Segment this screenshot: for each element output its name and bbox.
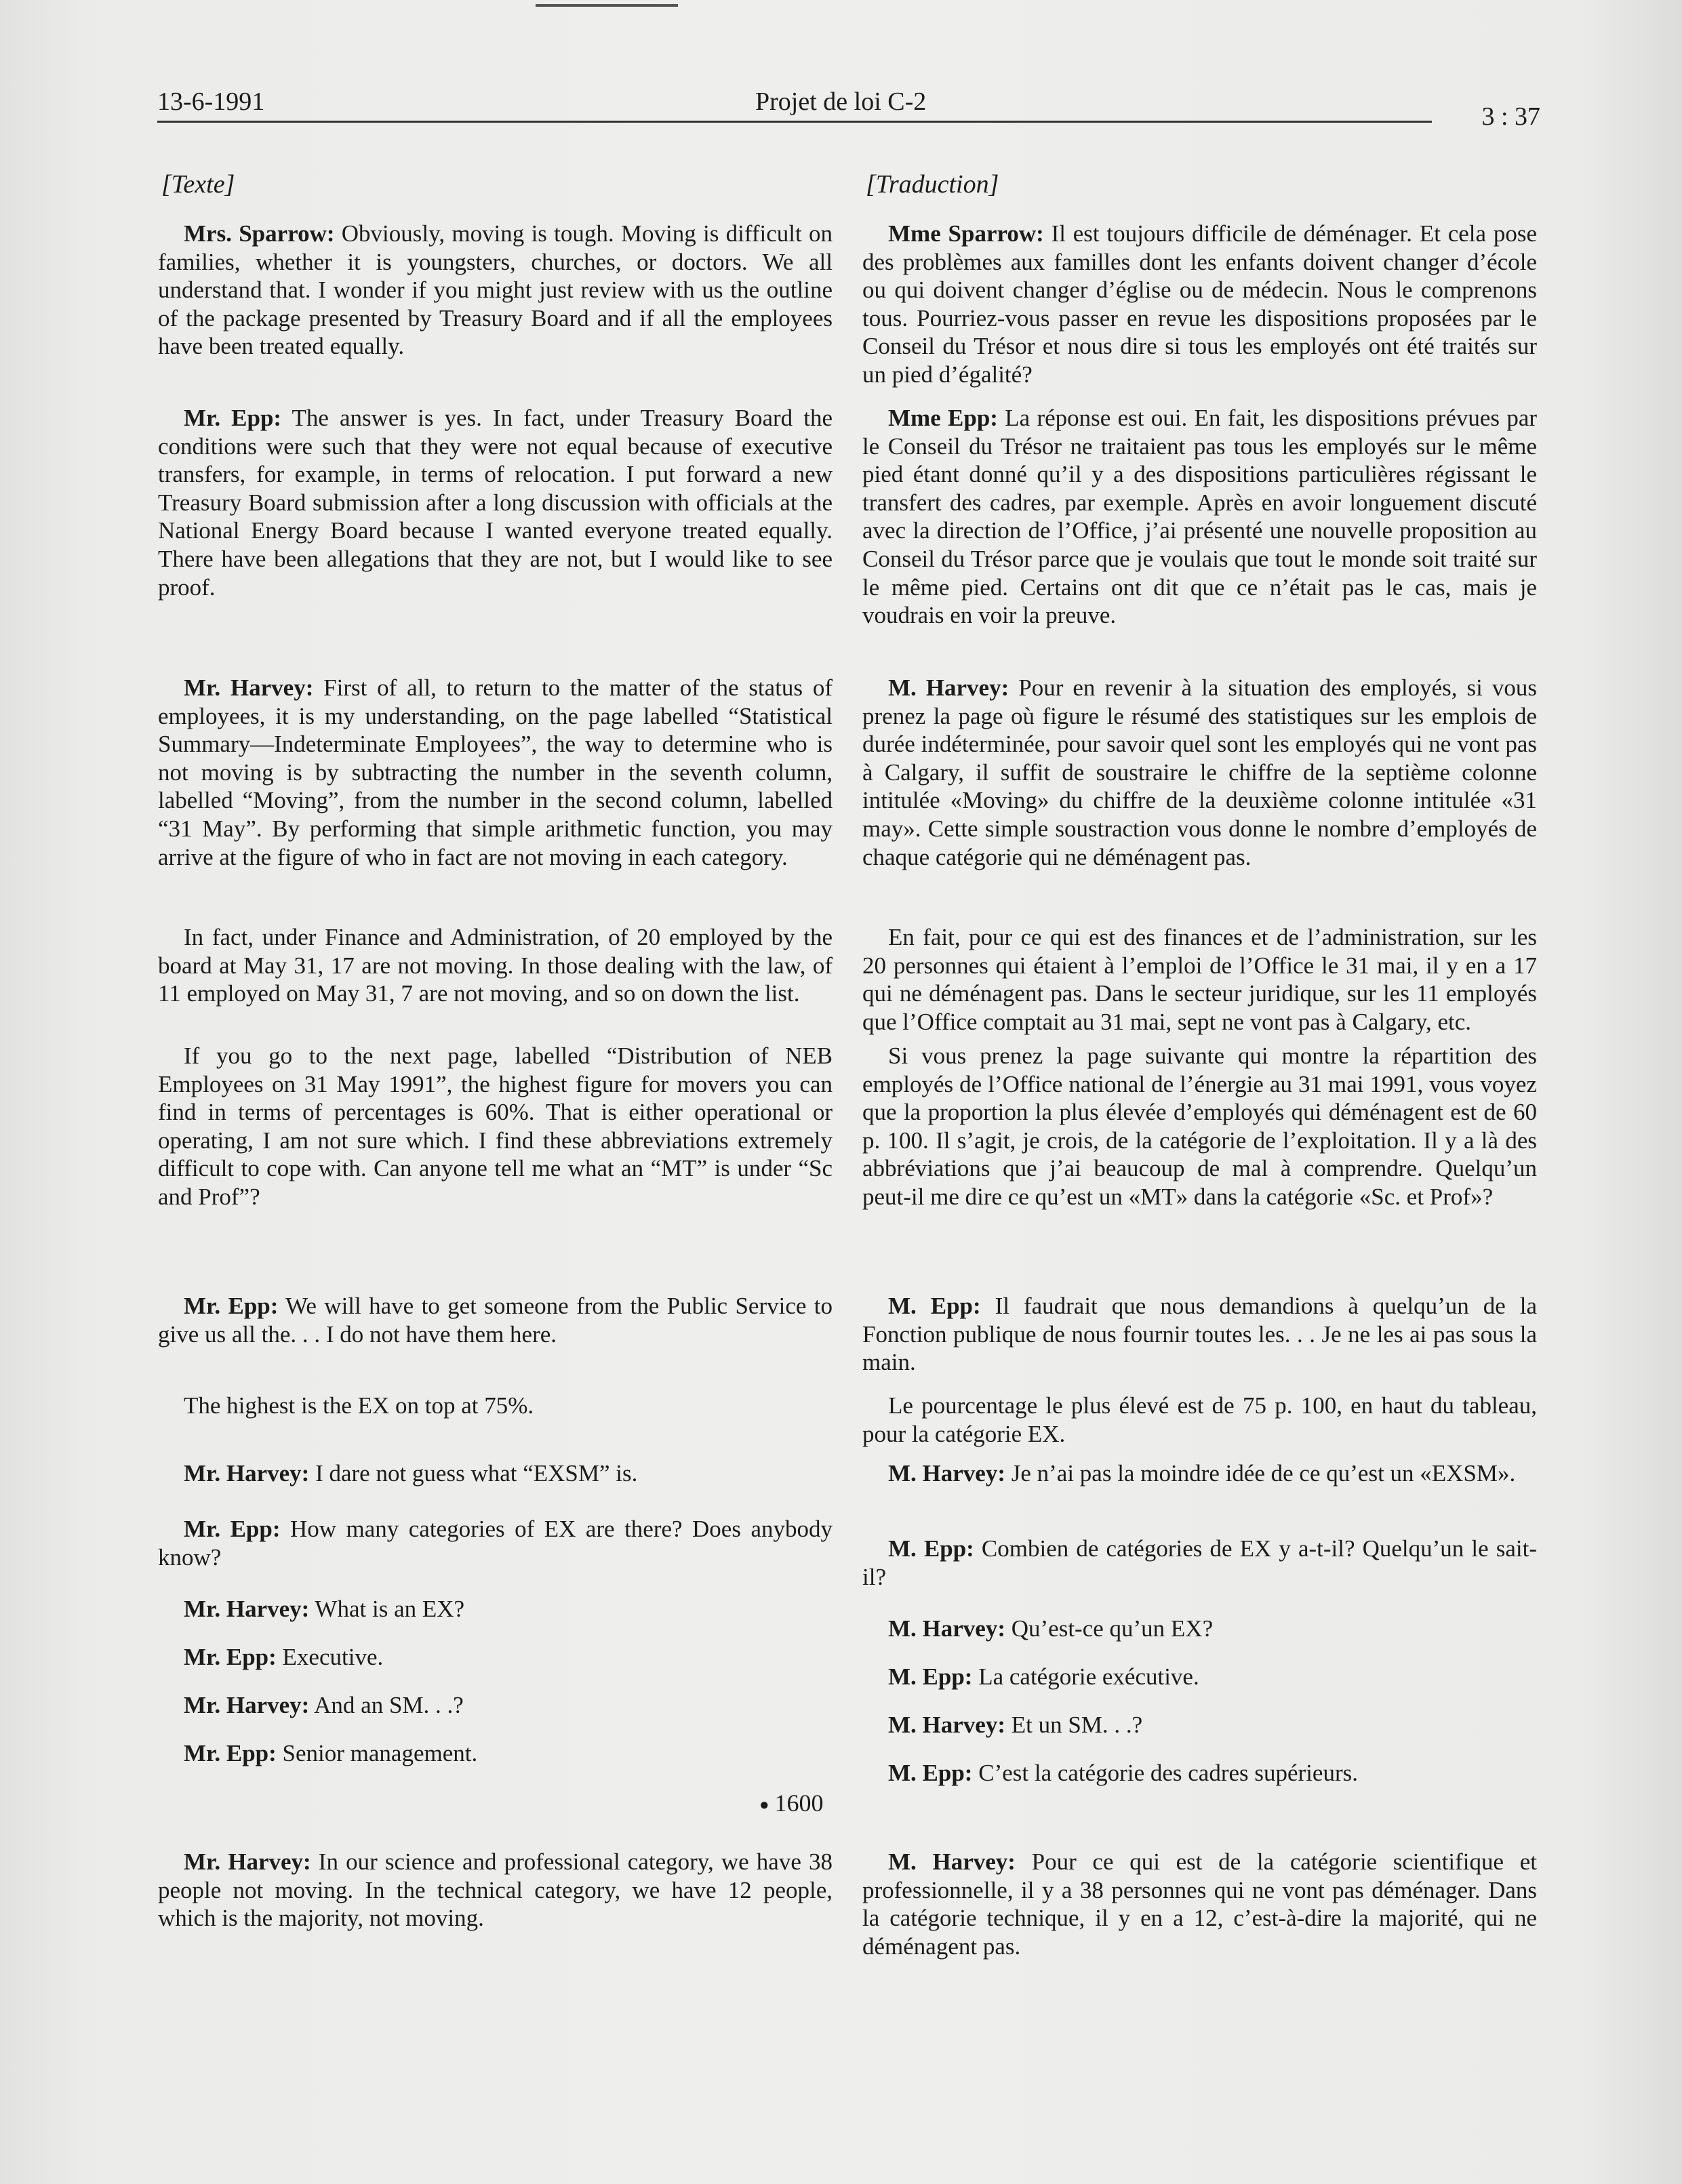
- column-label-traduction: [Traduction]: [866, 170, 999, 199]
- bullet-icon: ●: [759, 1796, 769, 1815]
- speaker-name: M. Epp:: [888, 1535, 974, 1562]
- speaker-name: Mr. Harvey:: [184, 674, 314, 701]
- speech-text: If you go to the next page, labelled “Distribution of NEB Employees on 31 May 1991”, the highest figure for movers you can find in terms of percentages is 60%. That is either operational or operating, I am not sure which. I find these abbreviations extremely difficult to cope with. Can anyone tell me what an “MT” is under “Sc and Prof”?: [158, 1043, 833, 1210]
- top-rule: [536, 4, 678, 7]
- speaker-name: Mme Epp:: [888, 405, 998, 431]
- speech-text: Combien de catégories de EX y a-t-il? Quelqu’un le sait-il?: [862, 1535, 1537, 1590]
- paragraph: [158, 674, 833, 871]
- speech-text: In our science and professional category, we have 38 people not moving. In the technical category, we have 12 people, which is the majority, not moving.: [158, 1848, 833, 1932]
- speech-text: We will have to get someone from the Public Service to give us all the. . . I do not have them here.: [158, 1293, 833, 1348]
- paragraph: [158, 404, 833, 601]
- paragraph: [158, 1595, 833, 1623]
- speaker-name: M. Epp:: [888, 1760, 973, 1786]
- paragraph: [158, 923, 833, 1008]
- speech-text: Qu’est-ce qu’un EX?: [1005, 1615, 1214, 1642]
- paragraph: [158, 1042, 833, 1211]
- speaker-name: Mr. Epp:: [184, 405, 282, 431]
- paragraph: [862, 1459, 1537, 1488]
- speech-text: What is an EX?: [309, 1596, 465, 1622]
- time-marker: [759, 1789, 824, 1817]
- speaker-name: M. Epp:: [888, 1293, 981, 1319]
- speech-text: Executive.: [276, 1644, 384, 1670]
- speech-text: La catégorie exécutive.: [972, 1663, 1199, 1690]
- paragraph: [158, 1739, 833, 1768]
- speaker-name: Mr. Epp:: [184, 1293, 279, 1319]
- speech-text: Et un SM. . .?: [1005, 1712, 1143, 1738]
- speech-text: How many categories of EX are there? Does anybody know?: [158, 1516, 833, 1571]
- paragraph: [862, 1392, 1537, 1448]
- speaker-name: Mr. Harvey:: [184, 1848, 311, 1875]
- paragraph: [158, 1691, 833, 1720]
- speech-text: Le pourcentage le plus élevé est de 75 p. 100, en haut du tableau, pour la catégorie EX.: [862, 1392, 1537, 1447]
- paragraph: [158, 1515, 833, 1571]
- paragraph: [158, 1292, 833, 1348]
- speech-text: The highest is the EX on top at 75%.: [184, 1392, 534, 1419]
- paragraph: [862, 220, 1537, 389]
- speaker-name: M. Epp:: [888, 1663, 973, 1690]
- speech-text: First of all, to return to the matter of the status of employees, it is my understanding, on the page labelled “Statistical Summary—Indeterminate Employees”, the way to determine who is not moving is by subtracting the number in the seventh column, labelled “Moving”, from the number in the second column, labelled “31 May”. By performing that simple arithmetic function, you may arrive at the figure of who in fact are not moving in each category.: [158, 674, 833, 870]
- speech-text: Obviously, moving is tough. Moving is difficult on families, whether it is youngsters, churches, or doctors. We all understand that. I wonder if you might just review with us the outline of the package presented by Treasury Board and if all the employees have been treated equally.: [158, 220, 833, 360]
- speaker-name: Mr. Epp:: [184, 1644, 277, 1670]
- speech-text: Pour ce qui est de la catégorie scientifique et professionnelle, il y a 38 personnes qui ne vont pas déménager. Dans la catégorie technique, il y en a 12, c’est-à-dire la majorité, qui ne déménagent pas.: [862, 1848, 1538, 1960]
- speaker-name: Mr. Harvey:: [184, 1596, 310, 1622]
- speech-text: C’est la catégorie des cadres supérieurs.: [972, 1760, 1358, 1786]
- speech-text: The answer is yes. In fact, under Treasury Board the conditions were such that they were not equal because of executive transfers, for example, in terms of relocation. I put forward a new Treasury Board submission after a long discussion with officials at the National Energy Board because I wanted everyone treated equally. There have been allegations that they are not, but I would like to see proof.: [158, 405, 833, 601]
- speaker-name: M. Harvey:: [888, 1712, 1005, 1738]
- paragraph: [158, 1848, 833, 1933]
- speech-text: And an SM. . .?: [309, 1692, 464, 1718]
- speaker-name: Mr. Harvey:: [184, 1460, 310, 1487]
- paragraph: [158, 1392, 833, 1420]
- speech-text: Pour en revenir à la situation des employés, si vous prenez la page où figure le résumé des statistiques sur les emplois de durée indéterminée, pour savoir quel sont les employés qui ne vont pas à Calgary, il suffit de soustraire le chiffre de la septième colonne intitulée «Moving» du chiffre de la deuxième colonne intitulée «31 may». Cette simple soustraction vous donne le nombre d’employés de chaque catégorie qui ne déménagent pas.: [862, 674, 1537, 870]
- speaker-name: M. Harvey:: [888, 1848, 1016, 1875]
- speaker-name: M. Harvey:: [888, 1460, 1005, 1487]
- paragraph: [862, 1535, 1537, 1591]
- header-page-number: 3 : 37: [1481, 102, 1540, 131]
- paragraph: [862, 1663, 1537, 1691]
- speech-text: In fact, under Finance and Administration, of 20 employed by the board at May 31, 17 are not moving. In those dealing with the law, of 11 employed on May 31, 7 are not moving, and so on down the list.: [158, 924, 833, 1007]
- paragraph: [862, 1848, 1537, 1960]
- time-marker-text: 1600: [774, 1789, 824, 1817]
- paragraph: [862, 1759, 1537, 1787]
- paragraph: [158, 1459, 833, 1488]
- header-date: 13-6-1991: [157, 87, 265, 116]
- paragraph: [862, 1292, 1537, 1377]
- column-label-texte: [Texte]: [161, 170, 235, 199]
- header-rule: [157, 121, 1432, 123]
- speaker-name: Mrs. Sparrow:: [184, 220, 335, 247]
- paragraph: [862, 404, 1537, 630]
- paragraph: [862, 1042, 1537, 1211]
- speech-text: Il est toujours difficile de déménager. Et cela pose des problèmes aux familles dont les enfants doivent changer d’école ou qui doivent changer d’église ou de médecin. Nous le comprenons tous. Pourriez-vous passer en revue les dispositions proposées par le Conseil du Trésor et nous dire si tous les employés ont été traités sur un pied d’égalité?: [862, 220, 1537, 388]
- paragraph: [862, 923, 1537, 1036]
- speaker-name: M. Harvey:: [888, 674, 1009, 701]
- paragraph: [158, 1643, 833, 1672]
- paragraph: [862, 1711, 1537, 1739]
- speech-text: Si vous prenez la page suivante qui montre la répartition des employés de l’Office national de l’énergie au 31 mai 1991, vous voyez que la proportion la plus élevée d’employés qui déménagent est de 60 p. 100. Il s’agit, je crois, de la catégorie de l’exploitation. Il y a là des abbréviations que j’ai beaucoup de mal à comprendre. Quelqu’un peut-il me dire ce qu’est un «MT» dans la catégorie «Sc. et Prof»?: [862, 1043, 1537, 1210]
- paragraph: [862, 1615, 1537, 1643]
- speech-text: Je n’ai pas la moindre idée de ce qu’est un «EXSM».: [1005, 1460, 1516, 1487]
- page-header: [157, 87, 1540, 131]
- speaker-name: Mr. Epp:: [184, 1740, 277, 1766]
- speaker-name: Mr. Harvey:: [184, 1692, 310, 1718]
- speaker-name: Mme Sparrow:: [888, 220, 1044, 247]
- speech-text: Il faudrait que nous demandions à quelqu’un de la Fonction publique de nous fournir toutes les. . . Je ne les ai pas sous la main.: [862, 1293, 1537, 1376]
- speech-text: Senior management.: [276, 1740, 478, 1766]
- paragraph: [862, 674, 1537, 871]
- speech-text: La réponse est oui. En fait, les dispositions prévues par le Conseil du Trésor ne traitaient pas tous les employés sur le même pied étant donné qu’il y a des dispositions particulières régissant le transfert des cadres, par exemple. Après en avoir longuement discuté avec la direction de l’Office, j’ai présenté une nouvelle proposition au Conseil du Trésor parce que je voulais que tout le monde soit traité sur le même pied. Certains ont dit que ce n’était pas le cas, mais je voudrais en voir la preuve.: [862, 405, 1538, 629]
- speech-text: I dare not guess what “EXSM” is.: [309, 1460, 638, 1487]
- header-title: Projet de loi C-2: [755, 87, 927, 116]
- speech-text: En fait, pour ce qui est des finances et de l’administration, sur les 20 personnes qui étaient à l’emploi de l’Office le 31 mai, il y en a 17 qui ne déménagent pas. Dans le secteur juridique, sur les 11 employés que l’Office comptait au 31 mai, sept ne vont pas à Calgary, etc.: [862, 924, 1537, 1035]
- paragraph: [158, 220, 833, 361]
- speaker-name: Mr. Epp:: [184, 1516, 281, 1542]
- speaker-name: M. Harvey:: [888, 1615, 1005, 1642]
